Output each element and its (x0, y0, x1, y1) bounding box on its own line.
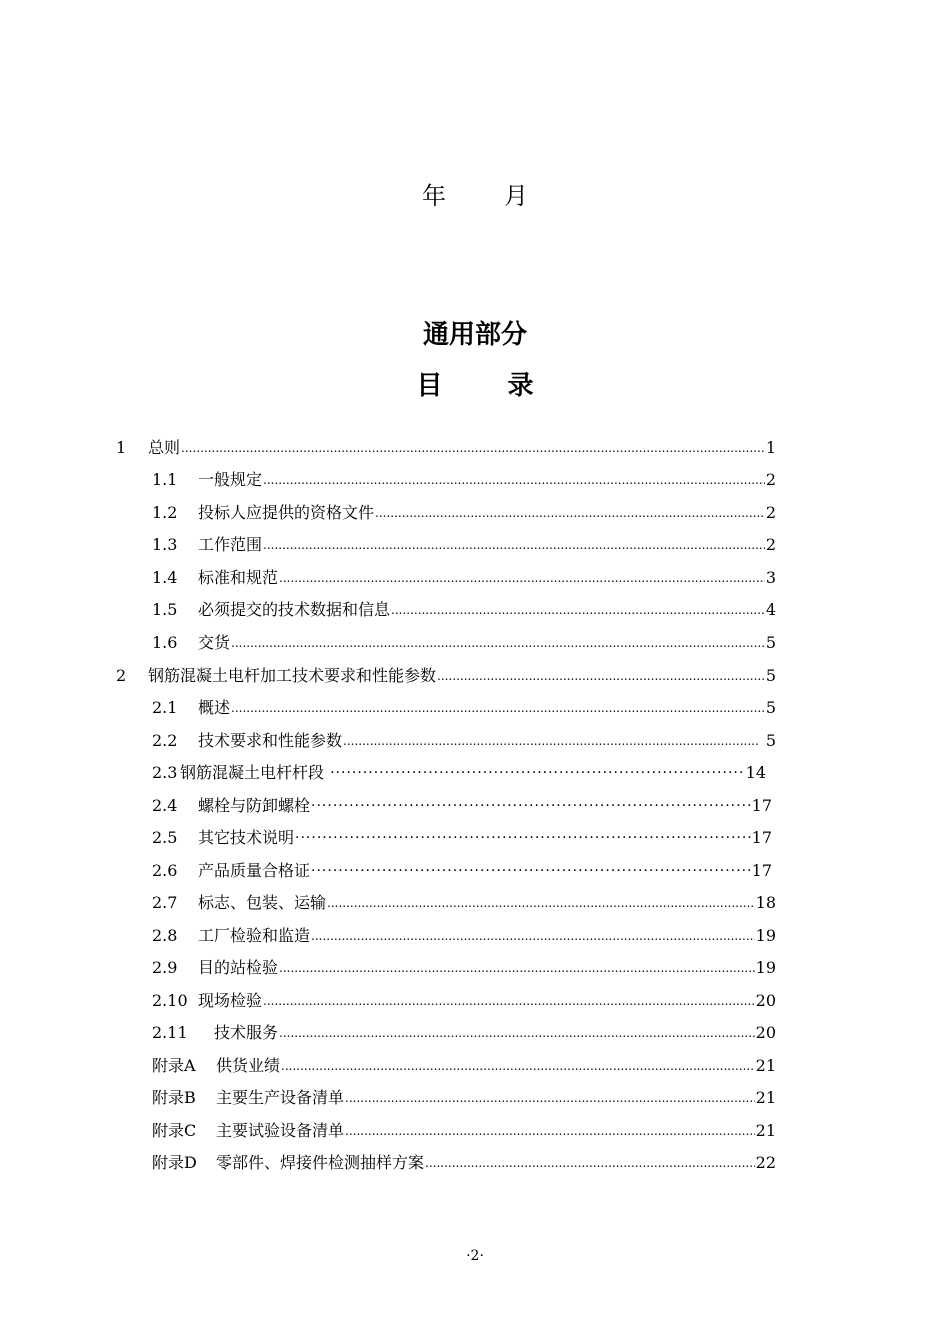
month-label: 月 (504, 182, 528, 210)
toc-leader (279, 1021, 755, 1045)
toc-leader (330, 761, 745, 785)
toc-entry-2[interactable] (116, 664, 776, 688)
toc-label: 标志、包装、运输 (198, 893, 327, 912)
toc-entry-1-1[interactable] (152, 468, 776, 492)
toc-page: 21 (755, 1056, 776, 1075)
toc-page: 5 (765, 633, 776, 652)
toc-label: 产品质量合格证 (198, 861, 311, 880)
toc-label: 目的站检验 (198, 958, 279, 977)
toc-leader (345, 1119, 755, 1143)
toc-leader (311, 859, 751, 883)
toc-number: 2 (116, 666, 127, 685)
toc-label: 技术要求和性能参数 (198, 731, 343, 750)
toc-leader (263, 468, 765, 492)
toc-label: 钢筋混凝土电杆杆段 (180, 763, 330, 782)
toc-number: 附录B (152, 1088, 196, 1107)
toc-number: 2.6 (152, 861, 178, 880)
toc-entry-1-2[interactable] (152, 501, 776, 525)
toc-leader (263, 989, 755, 1013)
toc-number: 1.3 (152, 535, 178, 554)
toc-leader (391, 598, 765, 622)
toc-leader (279, 956, 755, 980)
toc-leader (345, 1086, 755, 1110)
toc-page: 3 (765, 568, 776, 587)
toc-page: 19 (755, 926, 776, 945)
toc-page: 2 (765, 503, 776, 522)
toc-entry-2-6[interactable] (152, 859, 772, 883)
toc-page: 17 (751, 796, 772, 815)
toc-label: 零部件、焊接件检测抽样方案 (216, 1153, 425, 1172)
toc-number: 2.8 (152, 926, 178, 945)
toc-entry-2-8[interactable] (152, 924, 776, 948)
contents-title: 目 录 (416, 371, 562, 401)
toc-page: 5 (765, 666, 776, 685)
date-line (0, 176, 950, 211)
toc-label: 标准和规范 (198, 568, 279, 587)
toc-label: 其它技术说明 (198, 828, 295, 847)
toc-leader (311, 794, 751, 818)
toc-page: 2 (765, 535, 776, 554)
toc-entry-appendix-b[interactable] (152, 1086, 776, 1110)
toc-leader (375, 501, 765, 525)
toc-entry-appendix-a[interactable] (152, 1054, 776, 1078)
toc-number: 2.4 (152, 796, 178, 815)
toc-entry-2-1[interactable] (152, 696, 776, 720)
toc-label: 技术服务 (214, 1023, 279, 1042)
toc-page: 17 (751, 861, 772, 880)
toc-entry-1-3[interactable] (152, 533, 776, 557)
toc-leader (425, 1151, 755, 1175)
toc-number: 2.7 (152, 893, 178, 912)
toc-leader (295, 826, 751, 850)
toc-leader (231, 631, 765, 655)
toc-entry-appendix-c[interactable] (152, 1119, 776, 1143)
toc-entry-2-5[interactable] (152, 826, 772, 850)
toc-number: 1.4 (152, 568, 178, 587)
toc-page: 14 (745, 763, 766, 782)
toc-leader (281, 1054, 755, 1078)
toc-label: 钢筋混凝土电杆加工技术要求和性能参数 (148, 666, 437, 685)
toc-label: 概述 (198, 698, 231, 717)
toc-number: 1.2 (152, 503, 178, 522)
toc-page: 5 (760, 731, 776, 750)
toc-page: 4 (765, 600, 776, 619)
toc-label: 供货业绩 (216, 1056, 281, 1075)
part-title: 通用部分 (422, 320, 527, 350)
toc-entry-2-9[interactable] (152, 956, 776, 980)
toc-number: 2.3 (152, 763, 178, 782)
toc-leader (231, 696, 765, 720)
toc-label: 工厂检验和监造 (198, 926, 311, 945)
toc-number: 1.6 (152, 633, 178, 652)
toc-number: 附录C (152, 1121, 197, 1140)
toc-entry-2-4[interactable] (152, 794, 772, 818)
toc-number: 附录A (152, 1056, 196, 1075)
toc-entry-1-4[interactable] (152, 566, 776, 590)
toc-number: 1.5 (152, 600, 178, 619)
toc-label: 主要生产设备清单 (216, 1088, 345, 1107)
toc-number: 2.1 (152, 698, 178, 717)
toc-number: 1.1 (152, 470, 178, 489)
toc-number: 2.5 (152, 828, 178, 847)
toc-leader (311, 924, 755, 948)
toc-label: 一般规定 (198, 470, 263, 489)
toc-page: 20 (755, 991, 776, 1010)
toc-label: 总则 (148, 438, 181, 457)
toc-leader (263, 533, 765, 557)
toc-number: 2.9 (152, 958, 178, 977)
toc-page: 19 (755, 958, 776, 977)
toc-leader (327, 891, 755, 915)
toc-entry-1-5[interactable] (152, 598, 776, 622)
toc-page: 2 (765, 470, 776, 489)
toc-number: 附录D (152, 1153, 197, 1172)
toc-page: 21 (755, 1121, 776, 1140)
page-number: ·2· (466, 1248, 484, 1264)
toc-page: 17 (751, 828, 772, 847)
toc-page: 22 (755, 1153, 776, 1172)
toc-label: 主要试验设备清单 (216, 1121, 345, 1140)
toc-page: 18 (755, 893, 776, 912)
toc-entry-2-10[interactable] (152, 989, 776, 1013)
toc-label: 必须提交的技术数据和信息 (198, 600, 391, 619)
toc-number: 2.11 (152, 1023, 188, 1042)
toc-entry-1-6[interactable] (152, 631, 776, 655)
toc-entry-2-3[interactable] (152, 761, 766, 785)
toc-leader (279, 566, 765, 590)
toc-entry-2-11[interactable] (152, 1021, 776, 1045)
toc-label: 交货 (198, 633, 231, 652)
toc-number: 2.10 (152, 991, 188, 1010)
toc-label: 现场检验 (198, 991, 263, 1010)
toc-leader (343, 729, 760, 753)
toc-leader (181, 436, 765, 460)
toc-leader (437, 664, 765, 688)
toc-entry-2-7[interactable] (152, 891, 776, 915)
toc-number: 1 (116, 438, 127, 457)
toc-entry-appendix-d[interactable] (152, 1151, 776, 1175)
toc-label: 投标人应提供的资格文件 (198, 503, 375, 522)
toc-page: 21 (755, 1088, 776, 1107)
toc-entry-2-2[interactable] (152, 729, 776, 753)
toc-page: 1 (765, 438, 776, 457)
toc-label: 工作范围 (198, 535, 263, 554)
toc-number: 2.2 (152, 731, 178, 750)
year-label: 年 (422, 182, 446, 210)
toc-page: 5 (765, 698, 776, 717)
toc-page: 20 (755, 1023, 776, 1042)
toc-entry-1[interactable] (116, 436, 776, 460)
toc-label: 螺栓与防卸螺栓 (198, 796, 311, 815)
